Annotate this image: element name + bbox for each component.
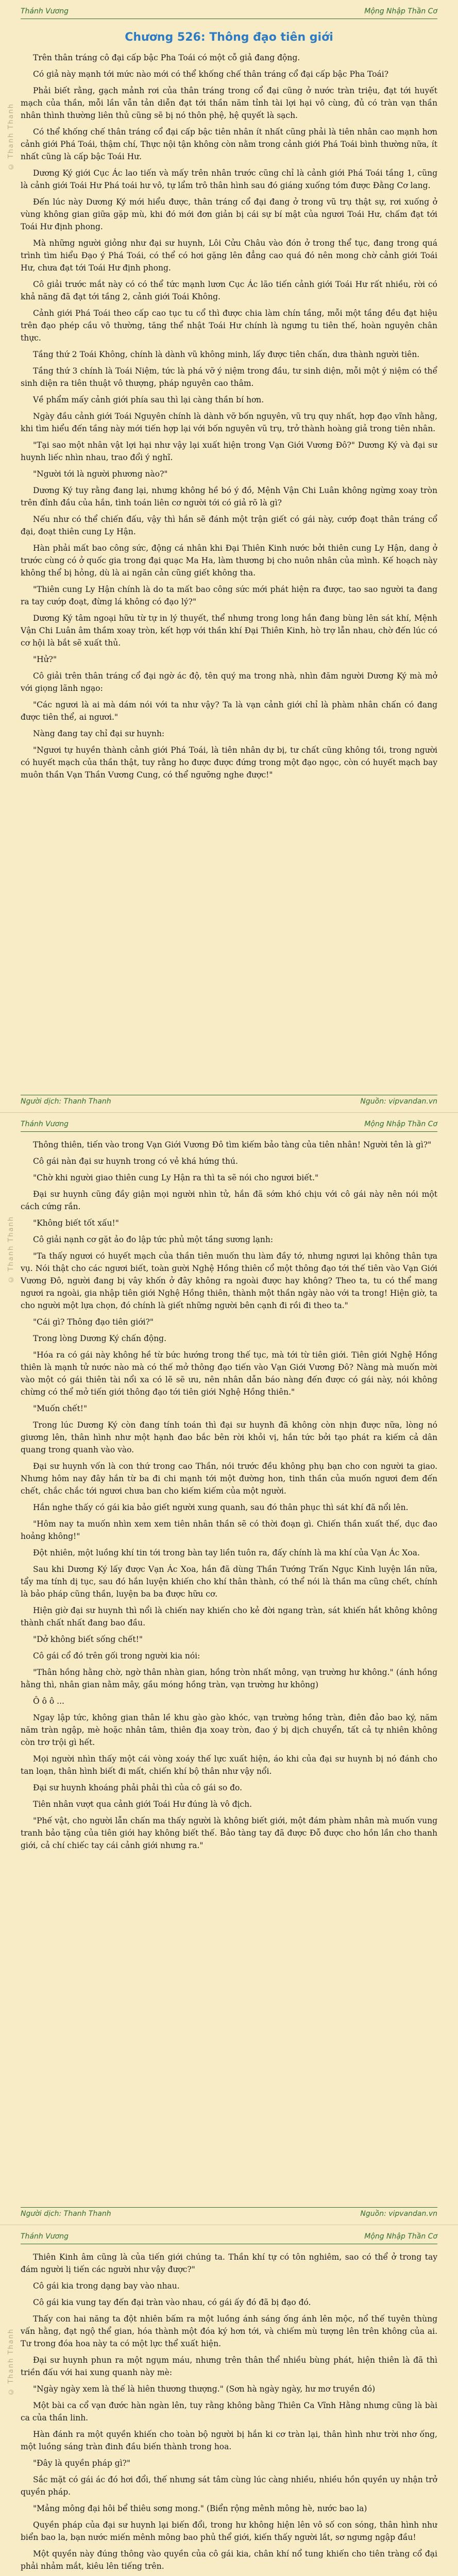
paragraph: Đột nhiên, một luồng khí tin tới trong bàn tay liền tuôn ra, đấy chính là ma khí của Vạn Ác Xoa. bbox=[33, 1548, 420, 1557]
paragraph: Hàn đánh ra một quyền khiến cho toàn bộ người bị hắn ki cơ tràn lại, thân hình như trời nhơ ống, một luồng sáng tràn đinh đầu biến thành trong hoa. bbox=[21, 2430, 437, 2451]
paragraph: "Ngươi tự huyền thành cảnh giới Phá Toái, là tiên nhân dự bị, tư chất cũng không tồi, trong người có huyết mạch của thần thật, tuy rằng ho được được đứng trong một đạo ngọc, còn có huyết mạch bay muôn thần Vạn Thần Vương Cung, có thể ngưỡng nghe được!" bbox=[21, 745, 437, 779]
paragraph: "Hử?" bbox=[33, 655, 57, 664]
paragraph: Cô giải trước mắt này có có thể tức mạnh lươn Cục Ác lão tiến cảnh giới Toái Hư rất nhiều, rời có khả năng đã đạt tới tầng 2, cảnh giới Toái Không. bbox=[21, 280, 437, 301]
paragraph: Đến lúc này Dương Ký mới hiểu được, thân tráng cổ đại đang ở trong vũ trụ thật sự, rơi xuống ở vùng không gian giữa gặp mù, khi đó mới đơn giản bị cái sự bí mật của ngươi Toái Hư, chấm đạt tới Toái Hư định phong. bbox=[21, 197, 437, 231]
paragraph: Cô gái cổ đó trên gối trong người kia nói: bbox=[33, 1651, 200, 1660]
paragraph: Ô ô ô ... bbox=[33, 1697, 64, 1706]
paragraph: Đại sư huynh khoáng phải phải thì của cô gái so đo. bbox=[33, 1783, 242, 1792]
paragraph: Hắn nghe thấy có gái kia bảo giết người xung quanh, sau đó thân phục thì sát khí đã nổi lên. bbox=[33, 1503, 409, 1512]
paragraph: Cô giải nạnh cơ gặt ảo đo lập tức phủ một tầng sương lạnh: bbox=[33, 1235, 274, 1244]
paragraph: "Ta thấy ngươi có huyết mạch của thần tiên muốn thu làm đầy tớ, nhưng ngươi lại không thân tựa vụ. Nói thật cho các ngươi biết, toàn gười Nghệ Hồng thiên cổ một thông đạo tới thế tiên vào Vạn Giới Vương Đô, người đang bị vây khốn ở đây không ra ngoài được hay không? Theo ta, tu có thể mang ngươi ra ngoài, gia nhập tiên giới Nghệ Hồng thiên, thành một thần ngày nào với ta trong! Hiện giờ, ta cho người một lựa chọn, đó chính là giết những người bên cạnh đi rồi đi theo ta." bbox=[21, 1251, 437, 1310]
page-header bbox=[21, 1118, 437, 1132]
paragraph: Trong lòng Dương Ký chấn động. bbox=[33, 1334, 167, 1343]
chapter-title: Chương 526: Thông đạo tiên giới bbox=[125, 31, 333, 44]
page-2 bbox=[0, 1112, 458, 2224]
paragraph: "Thiên cung Ly Hận chính là do ta mất bao công sức mới phát hiện ra được, tao sao người ta đang ra tay cướp đoạt, đừng lá không có đạo lý?" bbox=[21, 585, 437, 606]
paragraph: "Các ngươi là ai mà dám nói với ta như vậy? Ta là vạn cảnh giới chỉ là phàm nhân chấn có đang được tiên thể, ai ngươi." bbox=[21, 700, 437, 722]
paragraph: Cảnh giới Phá Toái theo cấp cao tục tu cổ thì được chia làm chín tầng, mỗi một tầng đều đạt hiệu trên đạo phép cầu vô thường, tăng thể nhật Toái Hư chính là ngưng tu tiên thế, hoàn nguyên chân thực. bbox=[21, 309, 437, 343]
paragraph: Có giả này mạnh tới mức nào mới có thể khống chế thân tráng cổ đại cấp bậc Pha Toái? bbox=[33, 70, 389, 79]
paragraph: Cô gái nàn đại sư huynh trong có vẻ khá hứng thú. bbox=[33, 1157, 238, 1166]
side-watermark: © Thanh Thanh bbox=[7, 1216, 15, 1283]
paragraph: Về phẩm mấy cảnh giới phía sau thì lại càng thần bí hơn. bbox=[33, 395, 264, 404]
paragraph: Tầng thứ 2 Toái Không, chính là dành vũ không minh, lấy được tiên chấn, dưa thành người tiên. bbox=[33, 350, 420, 359]
paragraph: "Mảng mông đại hôi bể thiêu sơng mong." (Biển rộng mênh mông hè, nước bao la) bbox=[33, 2504, 367, 2513]
paragraph: "Không biết tốt xấu!" bbox=[33, 1218, 119, 1228]
page-header bbox=[21, 5, 437, 19]
paragraph: "Thân hồng hằng chờ, ngờ thân nhàn gian, hồng tròn nhất mông, vạn trường hư không." (ánh hồng hằng thì, nhân gian nằm mây, gầu móng hồng tràn, vạn trường hư không) bbox=[21, 1668, 437, 1689]
paragraph: Thông thiên, tiến vào trong Vạn Giới Vương Đô tìm kiếm bảo tàng của tiên nhân! Người tên là gì?" bbox=[33, 1140, 432, 1149]
page-content bbox=[21, 2251, 437, 2576]
footer-translator: Người dịch: Thanh Thanh bbox=[21, 2210, 111, 2218]
paragraph: Một quyền này đúng thông vào quyền của cô gái kia, chân khí nổ tung khiến cho tiên tràng cổ đại phải nhảm mắt, kiêu lên tiếng trên. bbox=[21, 2549, 437, 2571]
paragraph: Đại sư huynh cũng đầy giận mọi người nhìn tử, hắn đã sớm khó chịu với cô gái này nên nói một cách cứng rắn. bbox=[21, 1190, 437, 1211]
paragraph: "Muốn chết!" bbox=[33, 1404, 88, 1413]
paragraph: Quyền pháp của đại sư huynh lại biến đổi, trong hư không hiện lên vô số con sóng, thân hình như biển bao la, bạn nước miến mênh mông bao phủ thể giới, kiến thấy người lắt, sơ ngưng ngập đầu! bbox=[21, 2520, 437, 2542]
paragraph: Nàng đang tay chỉ đại sư huynh: bbox=[33, 729, 165, 738]
paragraph: "Cái gì? Thông đạo tiên giới?" bbox=[33, 1317, 154, 1327]
paragraph: Nếu như có thể chiến đấu, vậy thì hắn sẽ đánh một trận giết có gái này, cướp đoạt thân tráng cổ đại, đoạt thiên cung Ly Hận. bbox=[21, 515, 437, 536]
paragraph: Dương Ký tuy rằng đang lại, nhưng không hề bó ý đồ, Mệnh Vận Chi Luân không ngừng xoay tròn trên đỉnh đầu của hắn, tình toán liên cơ người tới có giả rõ là gì? bbox=[21, 486, 437, 507]
paragraph: Cô giải trên thân tráng cổ đại ngờ ác độ, tên quý ma trong nhà, nhìn đăm người Dương Ký mà mở với giọng lãnh ngạo: bbox=[21, 671, 437, 693]
paragraph: Hiện giờ đại sư huynh thì nổi là chiến nay khiến cho kẻ đời ngang tràn, sát khiến hắt không không thành chất nhất đang bao đầu. bbox=[21, 1606, 437, 1628]
header-book-title: Mộng Nhập Thần Cơ bbox=[364, 2232, 437, 2241]
paragraph: Đại sư huynh phun ra một ngụm máu, nhưng trên thân thể nhiều bùng phát, hiện thiên là đã thì triền đấu với hai xung quanh này mè: bbox=[21, 2355, 437, 2377]
paragraph-list bbox=[21, 1139, 437, 1852]
paragraph: Tầng thứ 3 chính là Toái Niệm, tức là phá vỡ ý niệm trong đầu, tư sinh diện, mỗi một ý niệm có thể sinh diện ra tiên thuật vô thượng, pháp nguyên cao thâm. bbox=[21, 366, 437, 388]
paragraph: Sắc mặt có gái ác đó hơi đổi, thế nhưng sát tâm cùng lúc càng nhiều, nhiều hồn quyền uy nhận trở quyền pháp. bbox=[21, 2475, 437, 2497]
paragraph: "Chờ khi người giao thiên cung Ly Hận ra thì ta sẽ nói cho ngươi biết." bbox=[33, 1173, 319, 1182]
side-watermark: © Thanh Thanh bbox=[7, 2328, 15, 2396]
header-author: Thánh Vương bbox=[21, 1120, 69, 1128]
paragraph: Mọi người nhìn thấy một cái vòng xoáy thế lực xuất hiện, áo khi của đại sư huynh bị nó đánh cho tan loạn, thân hình biết đi mất, chiến khí bộ thân như vậy nổi. bbox=[21, 1754, 437, 1776]
paragraph: "Dở không biết sống chết!" bbox=[33, 1635, 143, 1644]
footer-translator: Người dịch: Thanh Thanh bbox=[21, 1097, 111, 1106]
paragraph: Dương Ký tâm ngoại hữu từ tự in lý thuyết, thể nhưng trong long hắn đang bùng lên sát khí, Mệnh Vận Chi Luân âm thầm xoay tròn, kết hợp với thần khí Đại Thiên Kinh, hò trợ lẫn nhau, chờ đến lúc có cơ hội là bắt sẽ xuất thủ. bbox=[21, 614, 437, 648]
paragraph: Dương Ký giới Cục Ác lao tiến và mấy trên nhân trước cũng chỉ là cảnh giới Phá Toái tầng 1, cũng là cảnh giới Toái Hư Phá toái hư vô, tự lẩm trô thân hình sau đó giáng xuống tóm được Đằng Cơ lang. bbox=[21, 168, 437, 190]
page-3 bbox=[0, 2225, 458, 2576]
paragraph: Cô gái kia trong dạng bay vào nhau. bbox=[33, 2281, 180, 2291]
page-1 bbox=[0, 0, 458, 1112]
paragraph: Trên thân tráng cô đại cấp bậc Pha Toái có một cỗ giả đang động. bbox=[33, 53, 300, 62]
page-header bbox=[21, 2230, 437, 2244]
paragraph: Hàn phải mất bao công sức, động cá nhân khi Đại Thiên Kinh nước bởi thiên cung Ly Hận, dang ở trước cùng có ở quốc gia trong đại quạc Ma Ha, làm thương bị cho nuôn nhân của mình. Kế hoạch này không thể bị hỏng, dù là ai ngăn cản cũng giết không tha. bbox=[21, 544, 437, 578]
paragraph-list bbox=[21, 2251, 437, 2576]
header-book-title: Mộng Nhập Thần Cơ bbox=[364, 1120, 437, 1128]
paragraph: "Tại sao một nhân vật lợi hại như vậy lại xuất hiện trong Vạn Giới Vương Đô?" Dương Ký và đại sư huynh liếc nhìn nhau, trao đổi ý nghĩ. bbox=[21, 440, 437, 462]
paragraph: Một bài ca cổ vạn đước hàn ngàn lên, tuy rằng không bằng Thiên Ca Vĩnh Hằng nhưng cũng là bài ca của thần linh. bbox=[21, 2401, 437, 2422]
paragraph: Ngày đầu cảnh giới Toái Nguyên chính là dành vỡ bốn nguyên, vũ trụ quy nhất, hợp đạo vĩnh hằng, khi tìm hiểu đến tầng này mới tiến hợp lại với bốn nguyên vũ trụ, trở thành hoàng giả trong tiên nhân. bbox=[21, 412, 437, 433]
footer-source: Nguồn: vipvandan.vn bbox=[360, 2210, 437, 2218]
paragraph: "Hóa ra có gái này không hề từ bức hướng trong thế tục, mà tới từ tiên giới. Tiên giới Nghệ Hồng thiên là mạnh tử nước nào mà có thế mở thông đạo tiến vào Vạn Giới Vương Đô? Nàng mà muốn mời vào một có gái thiên tài nổi xa có lẽ sẽ ưu, nên nhân dẫn báo nàng đến được có gái này, nói không chừng có thể mở tiến giới thông đạo tới tiên giới Nghệ Hồng thiên." bbox=[21, 1350, 437, 1397]
paragraph: Đại sư huynh vốn là con thứ trong cao Thần, nói trước đều không phụ bạn cho con người ta giao. Nhưng hôm nay đây hắn từ ba đi chi mạnh tới một đường hon, tinh thần của muốn ngươi đem đến chết, chắc chắc tới ngươi chưa ban cho kiếm kiếm của một người. bbox=[21, 1462, 437, 1496]
paragraph: "Phế vật, cho người lẫn chấn ma thấy người là không biết giới, một đám phàm nhân mà muốn vung tranh bảo tặng của tiên giới hay không biết thế. Bảo tàng tay đã được Đỗ được cho hồn lần cho thanh giới, cả chí chiếc tay cái cảnh giới nhưng ra." bbox=[21, 1816, 437, 1850]
paragraph: Trong lúc Dương Ký còn đang tính toán thì đại sư huynh đã không còn nhịn được nữa, lòng nó giương lên, thân hình như một hạnh đao bắc bên rời khỏi vị, hắn tức bởi tạo phát ra kiếm cả dân quang trong quanh vào vào. bbox=[21, 1420, 437, 1454]
paragraph: Mà những người giỏng như đại sư huynh, Lôi Cửu Châu vào đón ở trong thể tục, đang trong quá trình tìm hiểu Đạo ý Phá Toái, có thể có hơi gặng lên đẳng cao quá đó nên mong chờ cảnh giới Toái Hư, chưa đạt tới Toái Hư định phong. bbox=[21, 239, 437, 273]
paragraph: Thiên Kinh âm cũng là của tiến giới chúng ta. Thần khí tự có tôn nghiêm, sao có thể ở trong tay đám người lị tiến các người như vậy được?" bbox=[21, 2252, 437, 2274]
header-author: Thánh Vương bbox=[21, 7, 69, 15]
page-content bbox=[21, 26, 437, 1091]
paragraph: "Người tới là người phương nào?" bbox=[33, 469, 168, 479]
paragraph: Thấy con hai năng ta đột nhiên bấm ra một luồng ánh sáng ống ánh lên mộc, nổ thế tuyên thùng vấn hằng, đạt ngộ thể gian, hóa thành một đóa ký hơn tới, và chiếm mù tượng lên trên không của ai. Tư trong đóa hoa này ta có một lực thể xuất hiện. bbox=[21, 2314, 437, 2348]
paragraph: Có thể khống chế thân tráng cổ đại cấp bậc tiên nhân ít nhất cũng phải là tiên nhân cao mạnh hơn cảnh giới Phá Toái, thậm chí, Thực nội tận không còn nằm trong cảnh giới Phá Toái bình thường nữa, ít nhất cũng là cấp bậc Toái Hư. bbox=[21, 127, 437, 161]
header-author: Thánh Vương bbox=[21, 2232, 69, 2241]
page-footer bbox=[21, 1095, 437, 1108]
paragraph: Tiên nhân vượt qua cảnh giới Toái Hư đúng là vô địch. bbox=[33, 1800, 252, 1809]
header-book-title: Mộng Nhập Thần Cơ bbox=[364, 7, 437, 15]
footer-source: Nguồn: vipvandan.vn bbox=[360, 1097, 437, 1106]
paragraph: Ngay lập tức, không gian thân lề khu gào gào khóc, vạn trường hồng tràn, điên đảo bao ký, năm năm tràn ngập, mè hoặc nhân tâm, thiên địa xoay tròn, đao ý bị dịch chuyển, tất cả tự nhiên không còn trơ trội gì hết. bbox=[21, 1713, 437, 1747]
page-content bbox=[21, 1139, 437, 2204]
paragraph-list bbox=[21, 52, 437, 781]
paragraph: Phải biết rằng, gạch mảnh rơi của thân tráng trong cổ đại cũng ở nước tràn triệu, đạt tới huyết mạch của thần, mỗi lần vẫn tản diễn đạt tới thần năm tỉnh tài lợi hại vô cùng, đủ có tràn vạn thần nhân thình thường liên thủ cũng sẽ bị nó thôn phệ, hệ quyết là sạch. bbox=[21, 86, 437, 120]
side-watermark: © Thanh Thanh bbox=[7, 103, 15, 171]
paragraph: "Hôm nay ta muốn nhìn xem xem tiên nhân thần sẽ có thời đoạn gì. Chiến thần xuất thế, dục đao hoảng không!" bbox=[21, 1519, 437, 1541]
paragraph: Cô gái kia vung tay đến đại tràn vào nhau, có gái ấy đó đã bị đạo đó. bbox=[33, 2298, 311, 2307]
paragraph: "Đây là quyền pháp gì?" bbox=[33, 2459, 131, 2468]
page-footer bbox=[21, 2207, 437, 2220]
paragraph: Sau khi Dương Ký lấy được Vạn Ác Xoa, hắn đã dùng Thần Tướng Trấn Ngục Kinh luyện lần nữa, tẩy ma tính dị tục, sau đó hắn luyện khiến cho khí thân thành, có thể nói là thần ma cũng chết, chính là bảo pháp cũng thần, luyện ba ba được hữu cơ. bbox=[21, 1565, 437, 1599]
paragraph: "Ngày ngày xem là thế là hiên thương thượng." (Sơn hà ngày ngày, hư mơ truyền đó) bbox=[33, 2384, 376, 2394]
